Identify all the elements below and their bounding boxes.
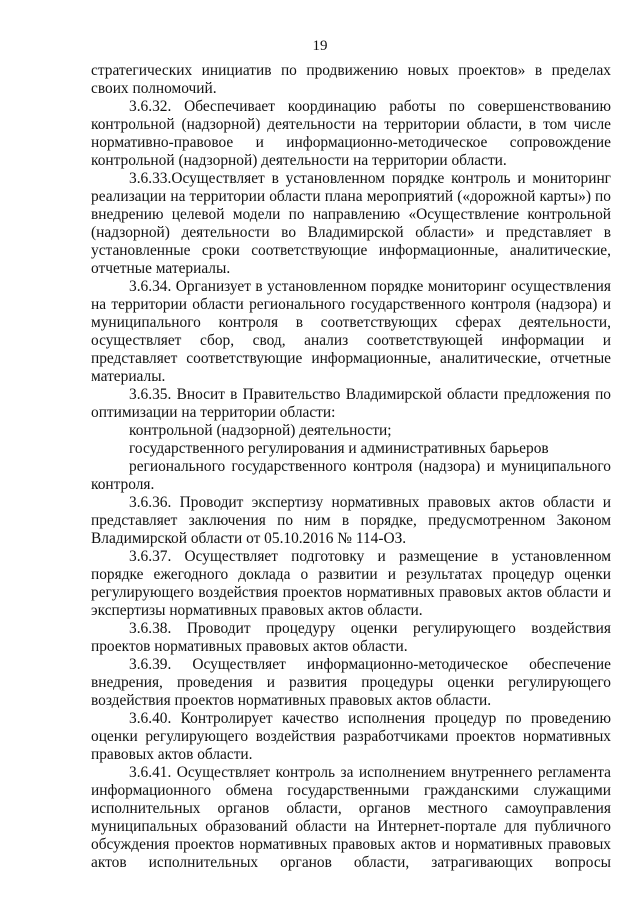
- document-body: [91, 62, 611, 872]
- paragraph-3-6-32: 3.6.32. Обеспечивает координацию работы по совершенствованию контрольной (надзорной) деятельности на территории области, в том числе нормативно-правовое и информационно-методическое сопровождение контрольной (надзорной) деятельности на территории области.: [91, 98, 611, 169]
- list-item-3-6-35-c: регионального государственного контроля (надзора) и муниципального контроля.: [91, 458, 611, 493]
- paragraph-3-6-33: 3.6.33.Осуществляет в установленном порядке контроль и мониторинг реализации на территории области плана мероприятий («дорожной карты») по внедрению целевой модели по направлению «Осуществление контрольной (надзорной) деятельности во Владимирской области» и представляет в установленные сроки соответствующие информационные, аналитические, отчетные материалы.: [91, 170, 611, 277]
- paragraph-3-6-39: 3.6.39. Осуществляет информационно-методическое обеспечение внедрения, проведения и развития процедуры оценки регулирующего воздействия проектов нормативных правовых актов области.: [91, 656, 611, 709]
- list-item-3-6-35-b: государственного регулирования и административных барьеров: [129, 440, 549, 457]
- paragraph-3-6-36: 3.6.36. Проводит экспертизу нормативных правовых актов области и представляет заключения по ним в порядке, предусмотренном Законом Владимирской области от 05.10.2016 № 114-ОЗ.: [91, 494, 611, 547]
- paragraph-3-6-34: 3.6.34. Организует в установленном порядке мониторинг осуществления на территории области регионального государственного контроля (надзора) и муниципального контроля в соответствующих сферах деятельности, осуществляет сбор, свод, анализ соответствующей информации и представляет соответствующие информационные, аналитические, отчетные материалы.: [91, 278, 611, 385]
- page-number: 19: [312, 38, 328, 54]
- list-item-3-6-35-a: контрольной (надзорной) деятельности;: [129, 422, 392, 439]
- paragraph-3-6-40: 3.6.40. Контролирует качество исполнения процедур по проведению оценки регулирующего воздействия разработчиками проектов нормативных правовых актов области.: [91, 710, 611, 763]
- paragraph-3-6-35: 3.6.35. Вносит в Правительство Владимирской области предложения по оптимизации на территории области:: [91, 386, 611, 421]
- paragraph-intro: стратегических инициатив по продвижению новых проектов» в пределах своих полномочий.: [91, 62, 611, 97]
- paragraph-3-6-41: 3.6.41. Осуществляет контроль за исполнением внутреннего регламента информационного обмена государственными гражданскими служащими исполнительных органов области, органов местного самоуправления муниципальных образований области на Интернет-портале для публичного обсуждения проектов нормативных правовых актов и нормативных правовых актов исполнительных органов области, затрагивающих вопросы: [91, 764, 611, 871]
- paragraph-3-6-37: 3.6.37. Осуществляет подготовку и размещение в установленном порядке ежегодного доклада о развитии и результатах процедур оценки регулирующего воздействия проектов нормативных правовых актов области и экспертизы нормативных правовых актов области.: [91, 548, 611, 619]
- paragraph-3-6-38: 3.6.38. Проводит процедуру оценки регулирующего воздействия проектов нормативных правовых актов области.: [91, 620, 611, 655]
